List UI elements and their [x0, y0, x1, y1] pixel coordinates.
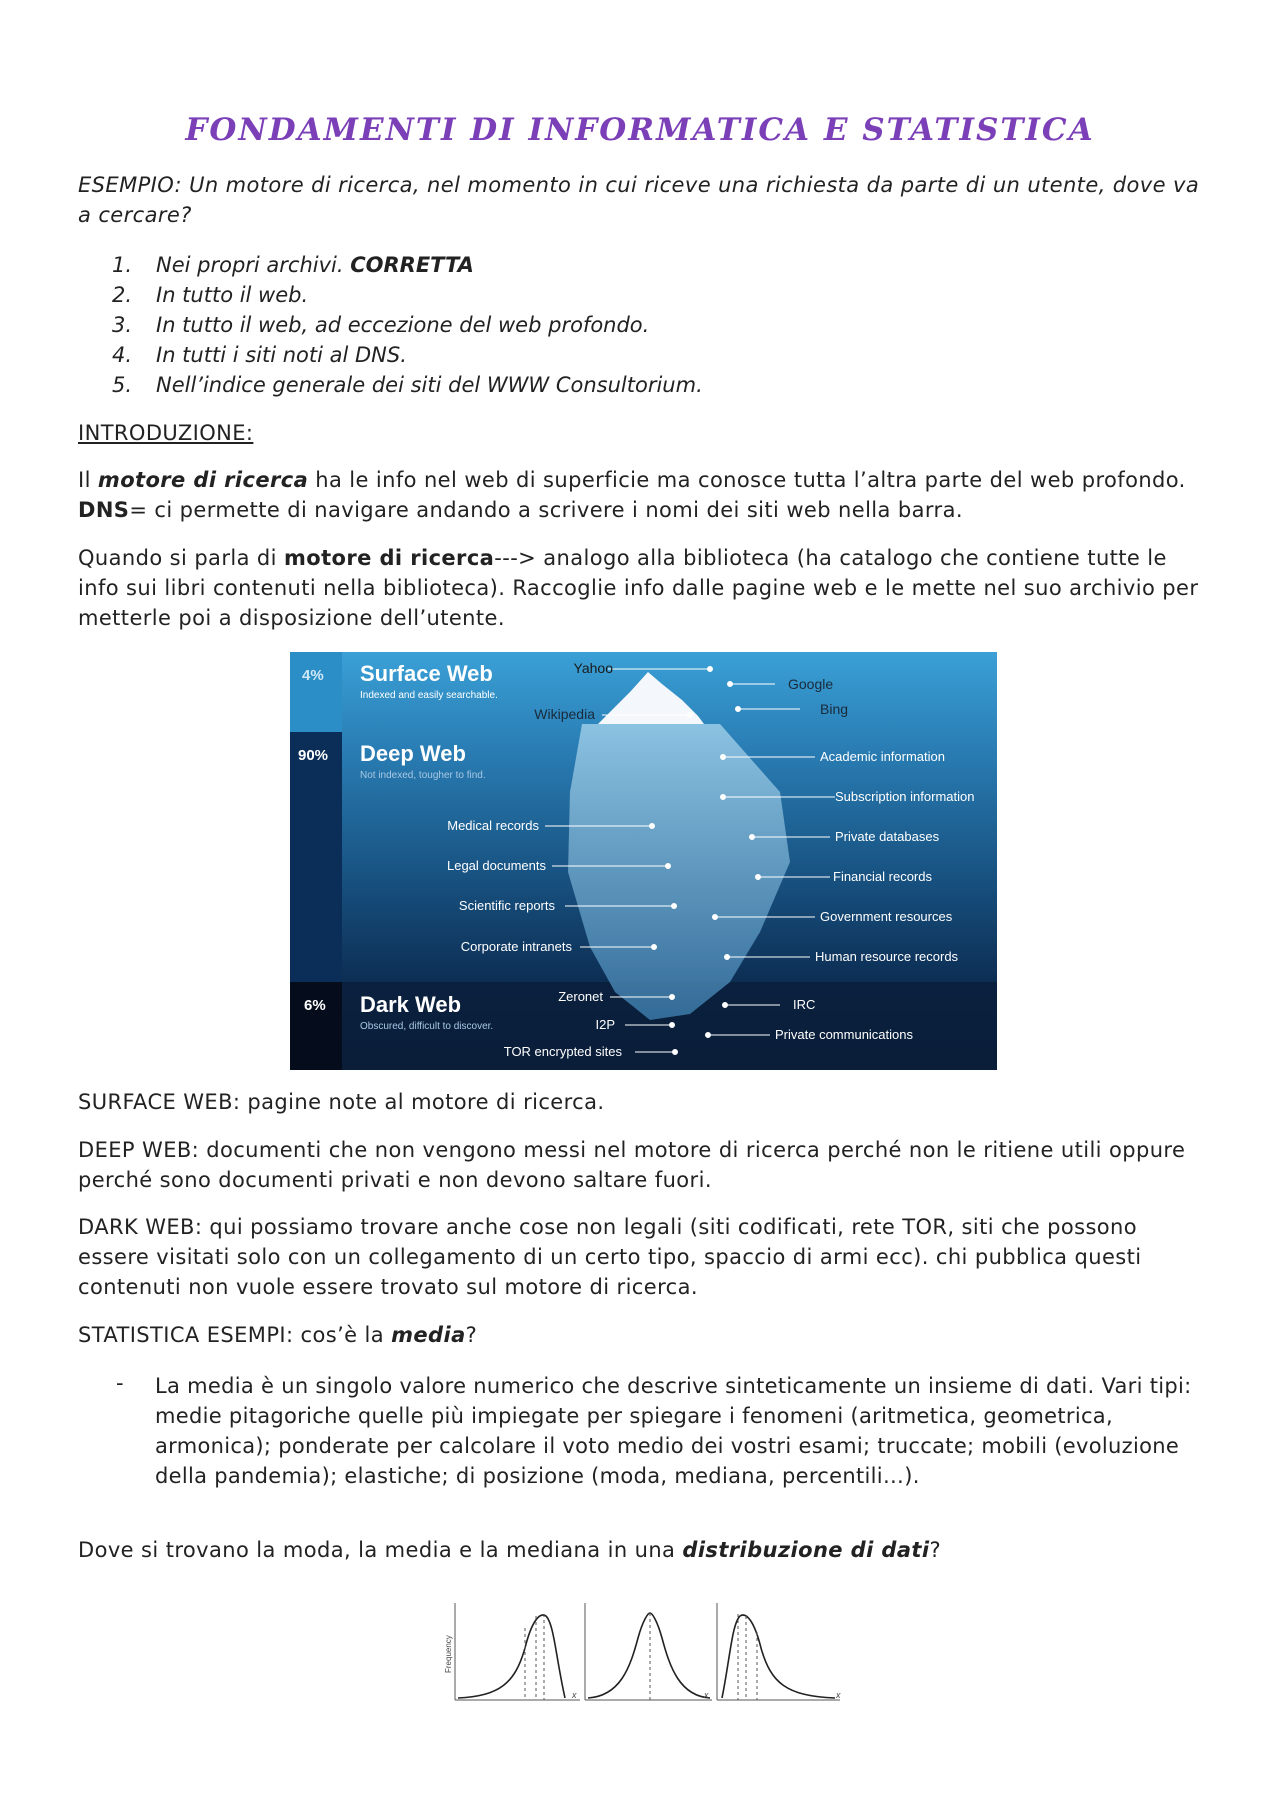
def-surface: SURFACE WEB: pagine note al motore di ricerca.	[78, 1090, 605, 1114]
list-item: 3. In tutto il web, ad eccezione del web profondo.	[112, 313, 650, 337]
dark-pct: 6%	[304, 997, 326, 1014]
label-academic: Academic information	[820, 749, 945, 764]
label-google: Google	[788, 676, 834, 692]
surface-sub: Indexed and easily searchable.	[360, 690, 498, 701]
correct-tag: CORRETTA	[350, 253, 474, 277]
label-tor: TOR encrypted sites	[503, 1044, 622, 1059]
def-dark: DARK WEB: qui possiamo trovare anche cose non legali (siti codificati, rete TOR, siti che possono essere visitati solo con un collegamento di un certo tipo, spaccio di armi ecc). chi pubblica questi contenuti non vuole essere trovato sul motore di ricerca.	[78, 1215, 1142, 1299]
curves-xlabel-3: x	[836, 1690, 841, 1700]
para-library-analogy: Quando si parla di motore di ricerca---> analogo alla biblioteca (ha catalogo che contiene tutte le info sui libri contenuti nella biblioteca). Raccoglie info dalle pagine web e le mette nel suo archivio per metterle poi a disposizione dell’utente.	[78, 546, 1199, 630]
surface-title: Surface Web	[360, 661, 493, 686]
bullet-dash: -	[116, 1371, 124, 1395]
label-bing: Bing	[820, 701, 849, 717]
label-wikipedia: Wikipedia	[534, 706, 595, 722]
options-list	[112, 250, 1112, 400]
list-item: 2. In tutto il web.	[112, 283, 309, 307]
list-item: 4. In tutti i siti noti al DNS.	[112, 343, 407, 367]
example-question: ESEMPIO: Un motore di ricerca, nel momento in cui riceve una richiesta da parte di un utente, dove va a cercare?	[78, 173, 1200, 227]
label-scientific: Scientific reports	[458, 898, 555, 913]
list-item: 1. Nei propri archivi. CORRETTA	[112, 253, 474, 277]
stat-question: STATISTICA ESEMPI: cos’è la media?	[78, 1323, 478, 1347]
surface-pct: 4%	[302, 667, 324, 684]
label-zeronet: Zeronet	[558, 989, 603, 1004]
label-private-db: Private databases	[835, 829, 940, 844]
deep-sub: Not indexed, tougher to find.	[360, 770, 486, 781]
label-medical: Medical records	[447, 818, 539, 833]
label-government: Government resources	[820, 909, 953, 924]
deep-pct: 90%	[298, 747, 329, 764]
page-title: FONDAMENTI DI INFORMATICA E STATISTICA	[185, 112, 1095, 148]
curves-ylabel: Frequency	[444, 1635, 453, 1673]
dark-sub: Obscured, difficult to discover.	[360, 1021, 494, 1032]
list-item: 5. Nell’indice generale dei siti del WWW Consultorium.	[112, 373, 703, 397]
label-legal: Legal documents	[446, 858, 546, 873]
distribution-curves	[440, 1598, 850, 1708]
deep-title: Deep Web	[360, 741, 466, 766]
curves-xlabel-2: x	[704, 1690, 709, 1700]
label-i2p: I2P	[595, 1017, 615, 1032]
label-private-comm: Private communications	[775, 1027, 913, 1042]
dark-title: Dark Web	[360, 992, 462, 1017]
intro-heading: INTRODUZIONE:	[78, 421, 254, 445]
label-hr: Human resource records	[815, 949, 959, 964]
label-financial: Financial records	[833, 869, 932, 884]
label-irc: IRC	[793, 997, 816, 1012]
label-yahoo: Yahoo	[573, 660, 613, 676]
def-deep: DEEP WEB: documenti che non vengono messi nel motore di ricerca perché non le ritiene utili oppure perché sono documenti privati e non devono saltare fuori.	[78, 1138, 1186, 1192]
bullet-media: La media è un singolo valore numerico che descrive sinteticamente un insieme di dati. Vari tipi: medie pitagoriche quelle più impiegate per spiegare i fenomeni (aritmetica, geometrica, armonica); ponderate per calcolare il voto medio dei vostri esami; truccate; mobili (evoluzione della pandemia); elastiche; di posizione (moda, mediana, percentili…).	[155, 1374, 1192, 1488]
para-search-engine: Il motore di ricerca ha le info nel web di superficie ma conosce tutta l’altra parte del web profondo. DNS= ci permette di navigare andando a scrivere i nomi dei siti web nella barra.	[78, 468, 1186, 522]
dist-question: Dove si trovano la moda, la media e la mediana in una distribuzione di dati?	[78, 1538, 941, 1562]
iceberg-diagram	[290, 652, 997, 1070]
label-intranets: Corporate intranets	[460, 939, 572, 954]
curves-xlabel-1: x	[572, 1690, 577, 1700]
label-subscription: Subscription information	[835, 789, 975, 804]
